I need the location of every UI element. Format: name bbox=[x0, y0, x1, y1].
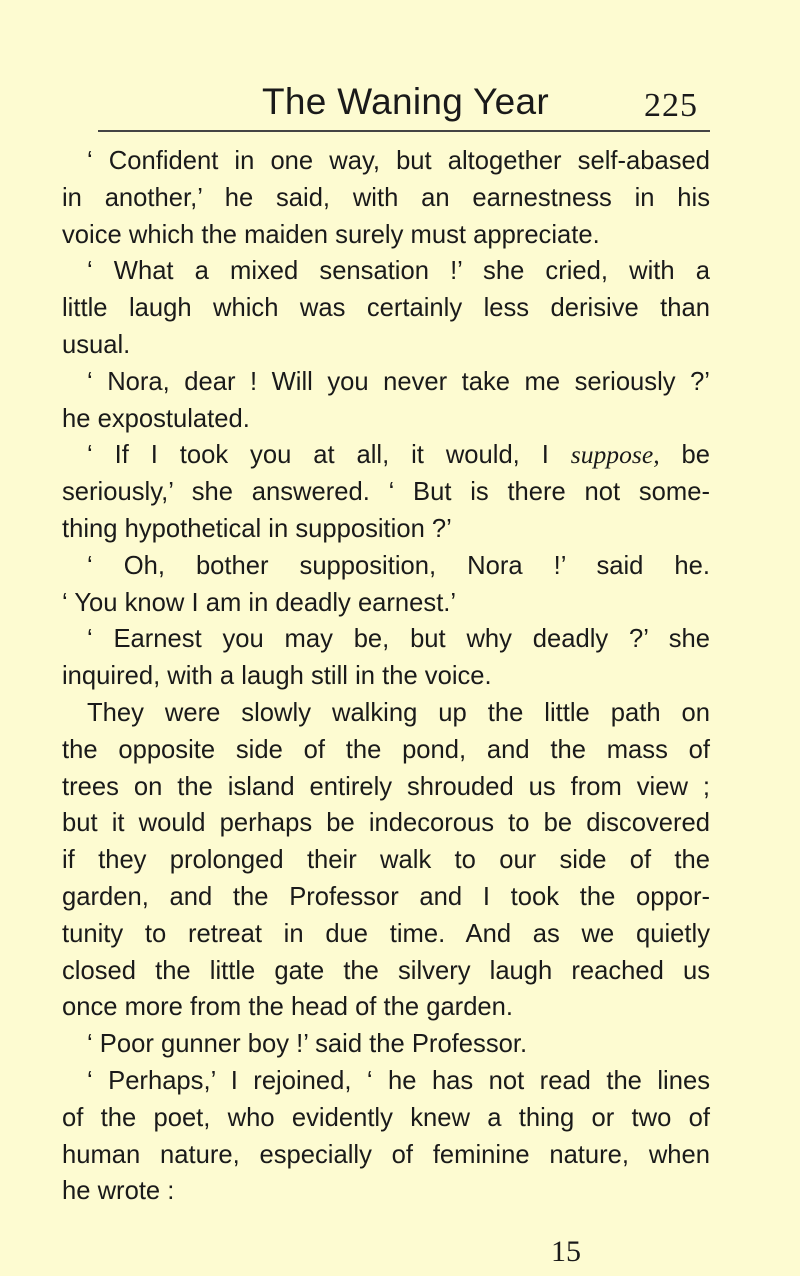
text-line: garden, and the Professor and I took the oppor- bbox=[62, 882, 710, 911]
page-number: 225 bbox=[644, 87, 698, 124]
text-line: usual. bbox=[62, 330, 131, 359]
text-line: if they prolonged their walk to our side of the bbox=[62, 846, 710, 875]
text-line: closed the little gate the silvery laugh reached us bbox=[62, 956, 710, 985]
text-line: thing hypothetical in supposition ?’ bbox=[62, 514, 452, 543]
text-line: of the poet, who evidently knew a thing or two of bbox=[62, 1103, 710, 1132]
text-segment: ‘ If I took you at all, it would, I bbox=[87, 441, 571, 470]
text-line: tunity to retreat in due time. And as we quietly bbox=[62, 919, 710, 948]
text-line: They were slowly walking up the little path on bbox=[87, 698, 710, 727]
text-line: voice which the maiden surely must appreciate. bbox=[62, 220, 600, 249]
body-text bbox=[62, 143, 710, 1210]
text-line: ‘ Perhaps,’ I rejoined, ‘ he has not read the lines bbox=[87, 1066, 710, 1095]
text-line: once more from the head of the garden. bbox=[62, 993, 514, 1022]
header-rule bbox=[98, 130, 710, 132]
text-line bbox=[62, 437, 710, 474]
text-line: little laugh which was certainly less derisive than bbox=[62, 294, 710, 323]
text-line: he wrote : bbox=[62, 1177, 175, 1206]
text-segment: be bbox=[659, 441, 710, 470]
text-line: ‘ Earnest you may be, but why deadly ?’ she bbox=[87, 625, 710, 654]
text-line: ‘ You know I am in deadly earnest.’ bbox=[62, 588, 457, 617]
text-line: inquired, with a laugh still in the voice. bbox=[62, 662, 492, 691]
text-line: ‘ Oh, bother supposition, Nora !’ said he. bbox=[87, 551, 710, 580]
text-line: the opposite side of the pond, and the mass of bbox=[62, 735, 710, 764]
text-line: seriously,’ she answered. ‘ But is there not some- bbox=[62, 478, 710, 507]
text-line: ‘ Confident in one way, but altogether self-abased bbox=[87, 147, 710, 175]
text-line: ‘ Nora, dear ! Will you never take me seriously ?’ bbox=[87, 367, 710, 396]
text-line: but it would perhaps be indecorous to be discovered bbox=[62, 809, 710, 838]
italic-word: suppose, bbox=[570, 440, 660, 470]
running-header bbox=[0, 78, 800, 128]
running-title: The Waning Year bbox=[262, 81, 549, 122]
text-line: trees on the island entirely shrouded us from view ; bbox=[62, 772, 710, 801]
signature-mark: 15 bbox=[551, 1235, 581, 1268]
text-line: in another,’ he said, with an earnestness in his bbox=[62, 183, 710, 212]
text-line: ‘ What a mixed sensation !’ she cried, with a bbox=[87, 257, 710, 286]
text-line: he expostulated. bbox=[62, 404, 250, 433]
text-line: ‘ Poor gunner boy !’ said the Professor. bbox=[87, 1030, 528, 1059]
text-line: human nature, especially of feminine nature, when bbox=[62, 1140, 710, 1169]
